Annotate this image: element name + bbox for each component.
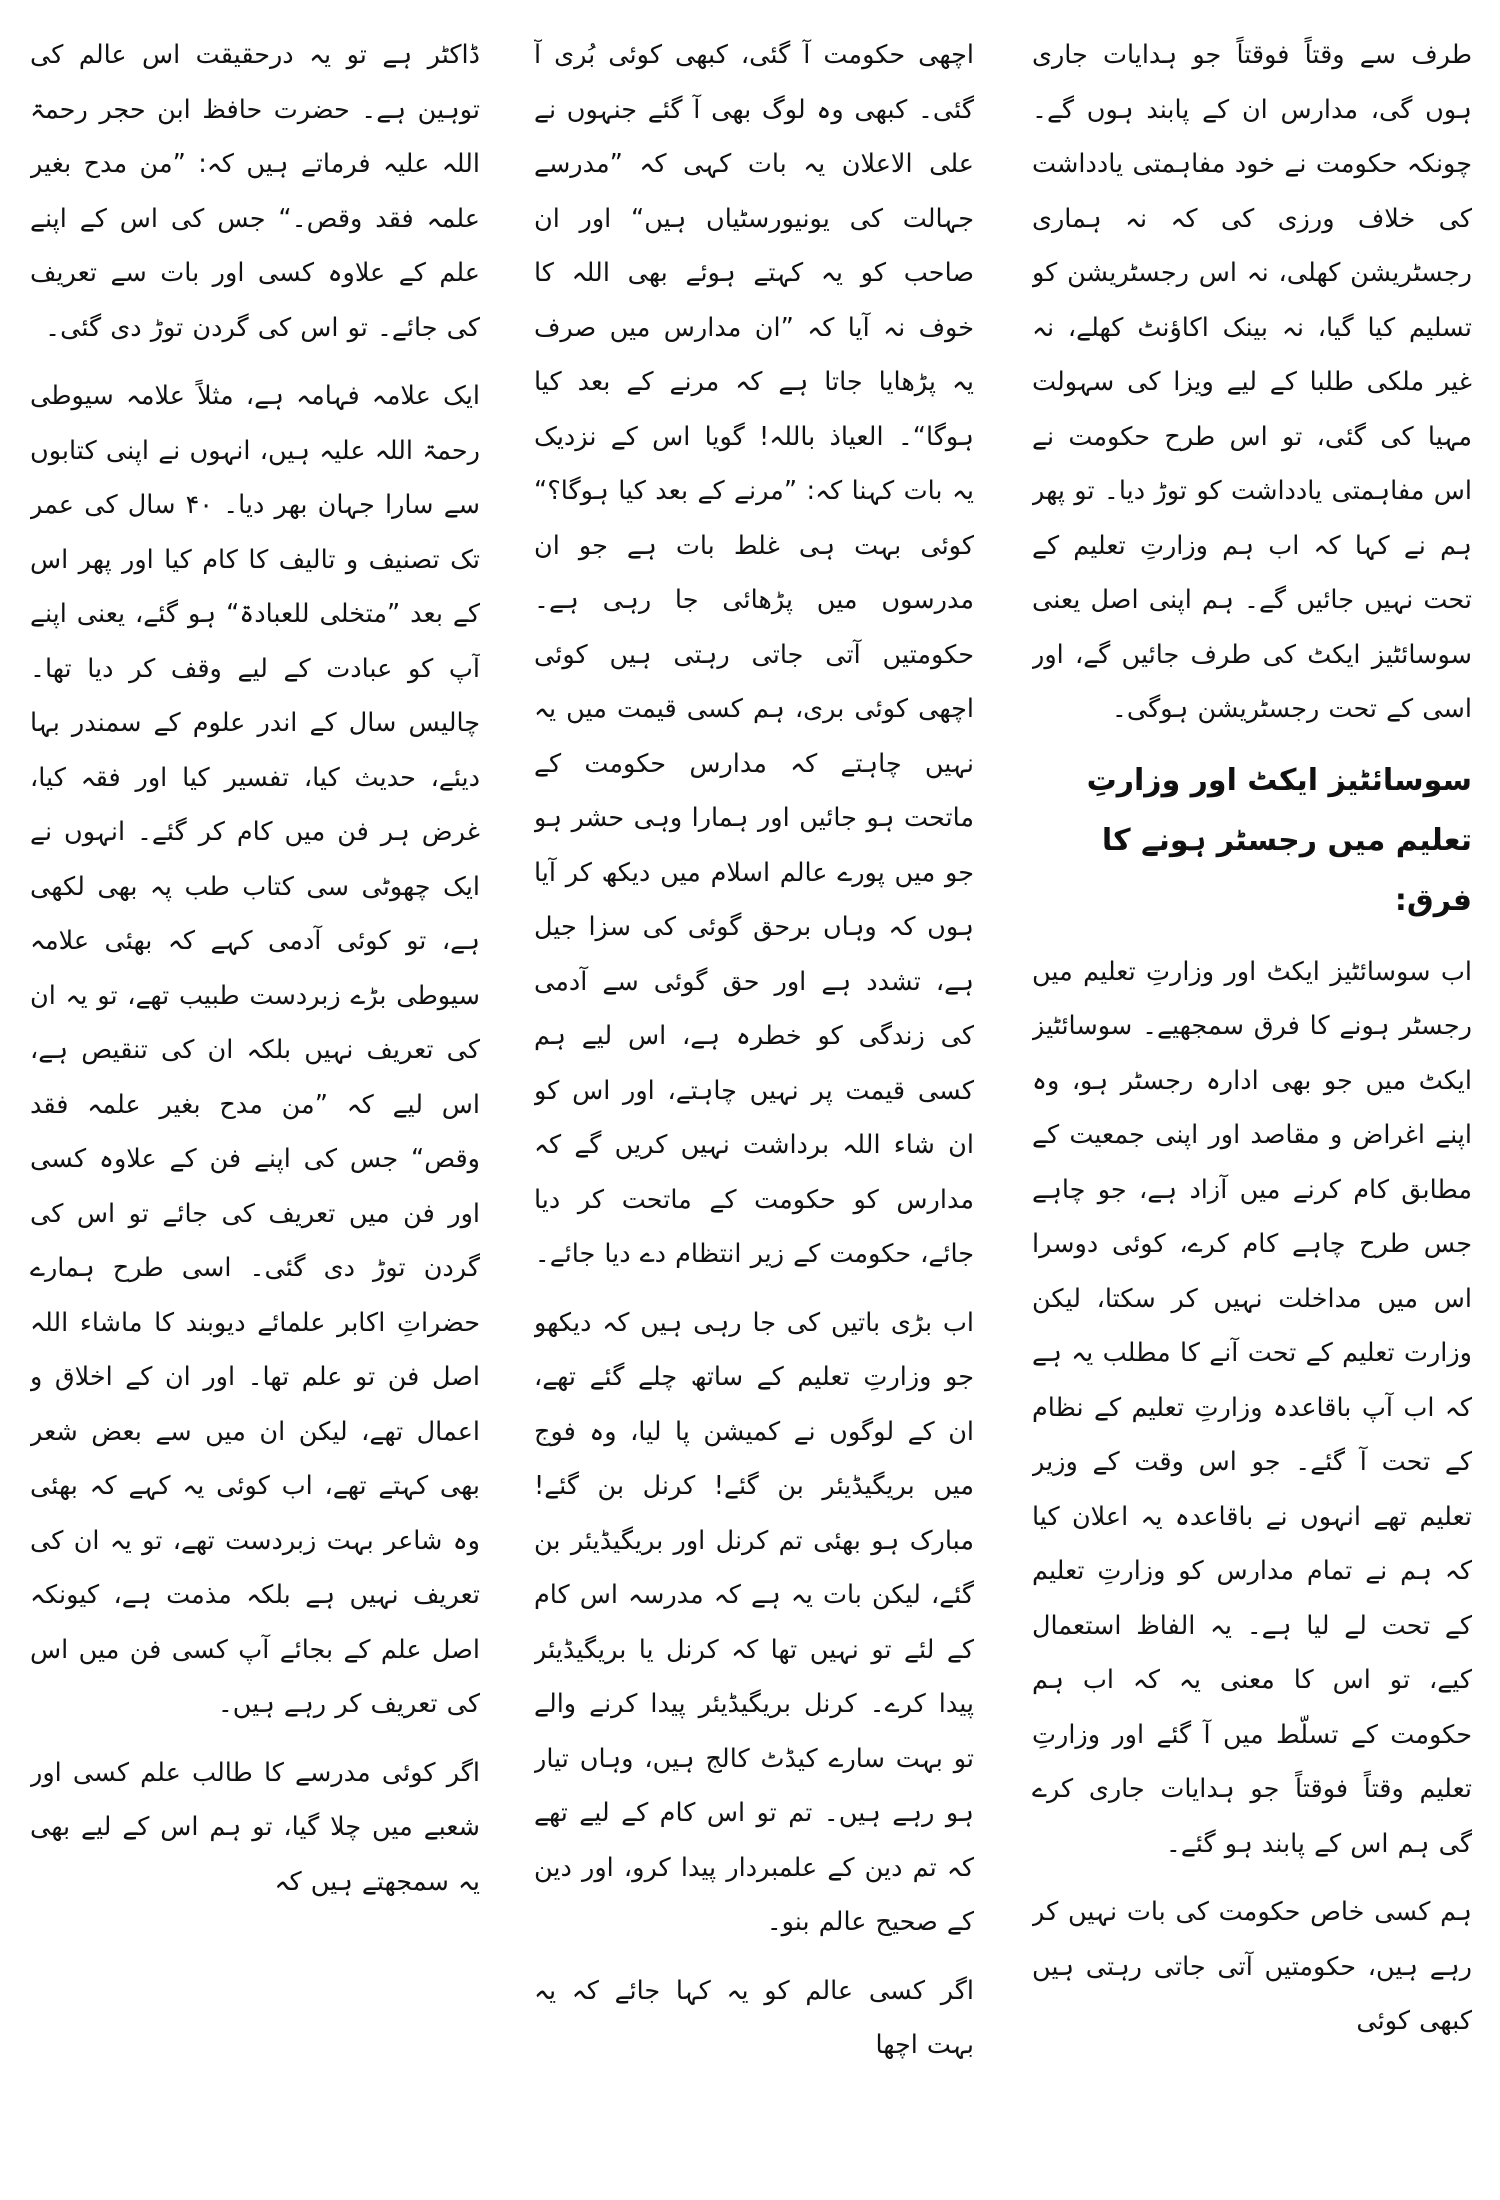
paragraph: اگر کوئی مدرسے کا طالب علم کسی اور شعبے میں چلا گیا، تو ہم اس کے لیے بھی یہ سمجھتے ہیں کہ (30, 1757, 480, 1897)
column-left (30, 28, 480, 2178)
column-middle (534, 28, 974, 2178)
paragraph: اگر کسی عالم کو یہ کہا جائے کہ یہ بہت اچھا (534, 1975, 974, 2060)
paragraph: ہم کسی خاص حکومت کی بات نہیں کر رہے ہیں، حکومتیں آتی جاتی رہتی ہیں کبھی کوئی (1032, 1897, 1472, 2036)
column-right (1032, 28, 1472, 2178)
paragraph: ڈاکٹر ہے تو یہ درحقیقت اس عالم کی توہین ہے۔ حضرت حافظ ابن حجر رحمۃ اللہ علیہ فرماتے ہیں کہ: ”من مدح بغیر علمہ فقد وقص۔“ جس کی اس کے اپنے علم کے علاوہ کسی اور بات سے تعریف کی جائے۔ تو اس کی گردن توڑ دی گئی۔ (30, 40, 480, 343)
paragraph: اب بڑی باتیں کی جا رہی ہیں کہ دیکھو جو وزارتِ تعلیم کے ساتھ چلے گئے تھے، ان کے لوگوں نے کمیشن پا لیا، وہ فوج میں بریگیڈیئر بن گئے! کرنل بن گئے! مبارک ہو بھئی تم کرنل اور بریگیڈیئر بن گئے، لیکن بات یہ ہے کہ مدرسہ اس کام کے لئے تو نہیں تھا کہ کرنل یا بریگیڈیئر پیدا کرے۔ کرنل بریگیڈیئر پیدا کرنے والے تو بہت سارے کیڈٹ کالج ہیں، وہاں تیار ہو رہے ہیں۔ تم تو اس کام کے لیے تھے کہ تم دین کے علمبردار پیدا کرو، اور دین کے صحیح عالم بنو۔ (534, 1307, 974, 1937)
paragraph: ایک علامہ فہامہ ہے، مثلاً علامہ سیوطی رحمۃ اللہ علیہ ہیں، انہوں نے اپنی کتابوں سے سارا جہان بھر دیا۔ ۴۰ سال کی عمر تک تصنیف و تالیف کا کام کیا اور پھر اس کے بعد ”متخلی للعبادۃ“ ہو گئے، یعنی اپنے آپ کو عبادت کے لیے وقف کر دیا تھا۔ چالیس سال کے اندر علوم کے سمندر بہا دیئے، حدیث کیا، تفسیر کیا اور فقہ کیا، غرض ہر فن میں کام کر گئے۔ انہوں نے ایک چھوٹی سی کتاب طب پہ بھی لکھی ہے، تو کوئی آدمی کہے کہ بھئی علامہ سیوطی بڑے زبردست طبیب تھے، تو یہ ان کی تعریف نہیں بلکہ ان کی تنقیص ہے، اس لیے کہ ”من مدح بغیر علمہ فقد وقص“ جس کی اپنے فن کے علاوہ کسی اور فن میں تعریف کی جائے تو اس کی گردن توڑ دی گئی۔ اسی طرح ہمارے حضراتِ اکابر علمائے دیوبند کا ماشاء اللہ اصل فن تو علم تھا۔ اور ان کے اخلاق و اعمال تھے، لیکن ان میں سے بعض شعر بھی کہتے تھے، اب کوئی یہ کہے کہ بھئی وہ شاعر بہت زبردست تھے، تو یہ ان کی تعریف نہیں ہے بلکہ مذمت ہے، کیونکہ اصل علم کے بجائے آپ کسی فن میں اس کی تعریف کر رہے ہیں۔ (30, 381, 480, 1719)
paragraph: طرف سے وقتاً فوقتاً جو ہدایات جاری ہوں گی، مدارس ان کے پابند ہوں گے۔ چونکہ حکومت نے خود مفاہمتی یادداشت کی خلاف ورزی کی کہ نہ ہماری رجسٹریشن کھلی، نہ اس رجسٹریشن کو تسلیم کیا گیا، نہ بینک اکاؤنٹ کھلے، نہ غیر ملکی طلبا کے لیے ویزا کی سہولت مہیا کی گئی، تو اس طرح حکومت نے اس مفاہمتی یادداشت کو توڑ دیا۔ تو پھر ہم نے کہا کہ اب ہم وزارتِ تعلیم کے تحت نہیں جائیں گے۔ ہم اپنی اصل یعنی سوسائٹیز ایکٹ کی طرف جائیں گے، اور اسی کے تحت رجسٹریشن ہوگی۔ (1032, 40, 1472, 724)
section-heading: سوسائٹیز ایکٹ اور وزارتِ تعلیم میں رجسٹر ہونے کا فرق: (1086, 762, 1472, 918)
paragraph: اچھی حکومت آ گئی، کبھی کوئی بُری آ گئی۔ کبھی وہ لوگ بھی آ گئے جنہوں نے علی الاعلان یہ بات کہی کہ ”مدرسے جہالت کی یونیورسٹیاں ہیں“ اور ان صاحب کو یہ کہتے ہوئے بھی اللہ کا خوف نہ آیا کہ ”ان مدارس میں صرف یہ پڑھایا جاتا ہے کہ مرنے کے بعد کیا ہوگا“۔ العیاذ باللہ! گویا اس کے نزدیک یہ بات کہنا کہ: ”مرنے کے بعد کیا ہوگا؟“ کوئی بہت ہی غلط بات ہے جو ان مدرسوں میں پڑھائی جا رہی ہے۔ حکومتیں آتی جاتی رہتی ہیں کوئی اچھی کوئی بری، ہم کسی قیمت میں یہ نہیں چاہتے کہ مدارس حکومت کے ماتحت ہو جائیں اور ہمارا وہی حشر ہو جو میں پورے عالم اسلام میں دیکھ کر آیا ہوں کہ وہاں برحق گوئی کی سزا جیل ہے، تشدد ہے اور حق گوئی سے آدمی کی زندگی کو خطرہ ہے، اس لیے ہم کسی قیمت پر نہیں چاہتے، اور اس کو ان شاء اللہ برداشت نہیں کریں گے کہ مدارس کو حکومت کے ماتحت کر دیا جائے، حکومت کے زیر انتظام دے دیا جائے۔ (534, 40, 974, 1269)
paragraph: اب سوسائٹیز ایکٹ اور وزارتِ تعلیم میں رجسٹر ہونے کا فرق سمجھیے۔ سوسائٹیز ایکٹ میں جو بھی ادارہ رجسٹر ہو، وہ اپنے اغراض و مقاصد اور اپنی جمعیت کے مطابق کام کرنے میں آزاد ہے، جو چاہے جس طرح چاہے کام کرے، کوئی دوسرا اس میں مداخلت نہیں کر سکتا، لیکن وزارت تعلیم کے تحت آنے کا مطلب یہ ہے کہ اب آپ باقاعدہ وزارتِ تعلیم کے نظام کے تحت آ گئے۔ جو اس وقت کے وزیر تعلیم تھے انہوں نے باقاعدہ یہ اعلان کیا کہ ہم نے تمام مدارس کو وزارتِ تعلیم کے تحت لے لیا ہے۔ یہ الفاظ استعمال کیے، تو اس کا معنی یہ کہ اب ہم حکومت کے تسلّط میں آ گئے اور وزارتِ تعلیم وقتاً فوقتاً جو ہدایات جاری کرے گی ہم اس کے پابند ہو گئے۔ (1032, 956, 1472, 1859)
